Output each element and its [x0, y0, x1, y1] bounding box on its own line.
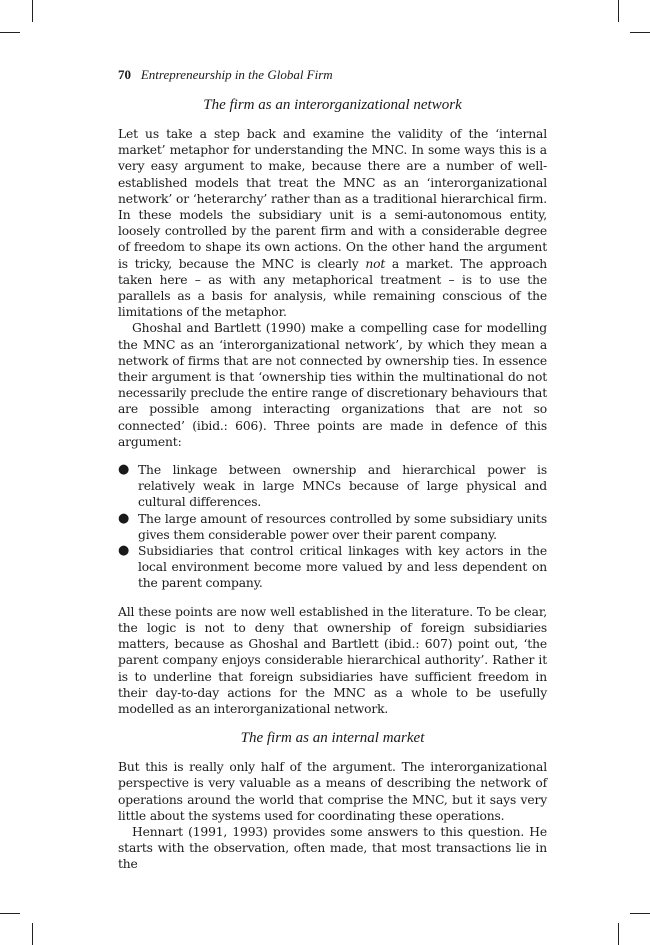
paragraph: Ghoshal and Bartlett (1990) make a compelling case for modelling the MNC as an ‘interorganizational network’, by which they mean a network of firms that are not connected by ownership ties. In essence their argument is that ‘ownership ties within the multinational do not necessarily preclude the entire range of discretionary behaviours that are possible among interacting organizations that are not so connected’ (ibid.: 606). Three points are made in defence of this argument:: [118, 321, 547, 449]
bullet-icon: ●: [118, 462, 130, 478]
list-item: [118, 511, 547, 543]
crop-mark: [630, 32, 650, 33]
paragraph: All these points are now well established in the literature. To be clear, the logic is not to deny that ownership of foreign subsidiaries matters, because as Ghoshal and Bartlett (ibid.: 607) point out, ‘the parent company enjoys considerable hierarchical authority’. Rather it is to underline that foreign subsidiaries have sufficient freedom in their day-to-day actions for the MNC as a whole to be usefully modelled as an interorganizational network.: [118, 604, 547, 716]
paragraph-text: a market. The approach taken here – as with any metaphorical treatment – is to use the parallels as a basis for analysis, while remaining conscious of the limitations of the metaphor.: [118, 256, 548, 320]
paragraph: Hennart (1991, 1993) provides some answers to this question. He starts with the observation, often made, that most transactions lie in the: [118, 824, 547, 872]
crop-mark: [32, 0, 33, 22]
crop-mark: [0, 32, 20, 33]
list-item-text: The large amount of resources controlled by some subsidiary units gives them considerable power over their parent company.: [138, 511, 547, 542]
running-head: [118, 66, 547, 84]
list-item: [118, 462, 547, 511]
paragraph: [118, 126, 547, 320]
bullet-icon: ●: [118, 510, 130, 526]
running-title: Entrepreneurship in the Global Firm: [140, 67, 333, 82]
page-number: 70: [118, 67, 131, 82]
crop-mark: [32, 923, 33, 945]
paragraph-text: Let us take a step back and examine the validity of the ‘internal market’ metaphor for understanding the MNC. In some ways this is a very easy argument to make, because there are a number of well-established models that treat the MNC as an ‘interorganizational network’ or ‘heterarchy’ rather than as a traditional hierarchical firm. In these models the subsidiary unit is a semi-autonomous entity, loosely controlled by the parent firm and with a considerable degree of freedom to shape its own actions. On the other hand the argument is tricky, because the MNC is clearly: [118, 127, 547, 271]
book-page: [118, 66, 547, 873]
section-heading-market: The firm as an internal market: [240, 730, 425, 747]
crop-mark: [0, 913, 20, 914]
bullet-list: [118, 462, 547, 592]
crop-mark: [618, 923, 619, 945]
bullet-icon: ●: [118, 543, 130, 559]
emphasis: not: [365, 256, 386, 271]
list-item-text: Subsidiaries that control critical linkages with key actors in the local environment become more valued by and less dependent on the parent company.: [138, 544, 547, 591]
list-item: [118, 543, 547, 592]
paragraph: But this is really only half of the argument. The interorganizational perspective is very valuable as a means of describing the network of operations around the world that comprise the MNC, but it says very little about the systems used for coordinating these operations.: [118, 760, 547, 823]
crop-mark: [630, 913, 650, 914]
list-item-text: The linkage between ownership and hierarchical power is relatively weak in large MNCs because of large physical and cultural differences.: [138, 463, 547, 510]
crop-mark: [618, 0, 619, 22]
section-heading-network: The firm as an interorganizational network: [203, 97, 462, 113]
